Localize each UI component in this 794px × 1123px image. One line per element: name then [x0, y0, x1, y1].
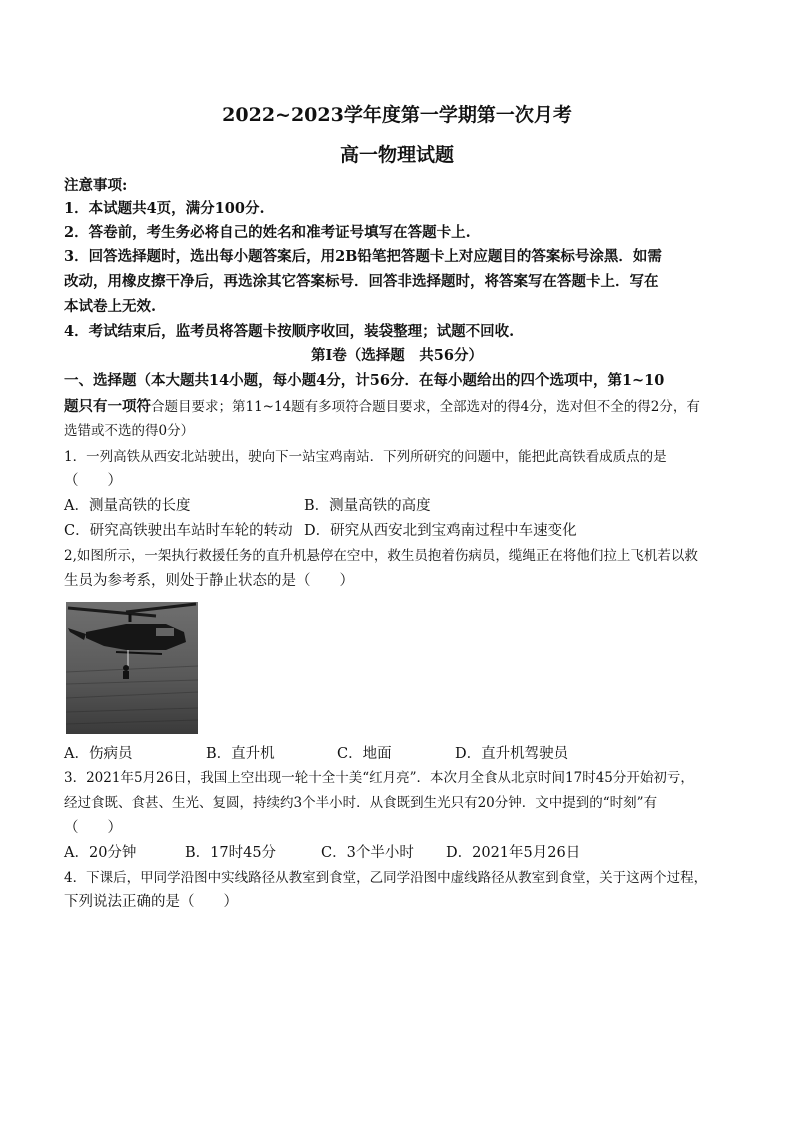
section-title: 第Ⅰ卷（选择题 共56分） — [311, 347, 483, 364]
question-2-option-b: B．直升机 — [206, 746, 275, 762]
notice-item: 4．考试结束后，监考员将答题卡按顺序收回，装袋整理；试题不回收. — [64, 323, 515, 340]
question-1-stem: （ ） — [64, 473, 122, 489]
instructions-bold: 题只有一项符 — [64, 398, 151, 415]
question-4-stem: 下列说法正确的是（ ） — [64, 894, 238, 910]
question-1-option-a: A．测量高铁的长度 — [64, 498, 191, 514]
question-3-stem: 3．2021年5月26日，我国上空出现一轮十全十美“红月亮”．本次月全食从北京时间17时45分开始初亏， — [64, 770, 694, 786]
question-2-stem: 生员为参考系，则处于静止状态的是（ ） — [64, 573, 354, 589]
section-instructions: 一、选择题（本大题共14小题，每小题4分，计56分．在每小题给出的四个选项中，第1~10 — [64, 372, 665, 389]
question-4-stem: 4．下课后，甲同学沿图中实线路径从教室到食堂，乙同学沿图中虚线路径从教室到食堂，关于这两个过程， — [64, 870, 708, 886]
question-3-option-c: C．3个半小时 — [321, 845, 414, 861]
question-2-option-a: A．伤病员 — [64, 746, 133, 762]
question-1-option-d: D．研究从西安北到宝鸡南过程中车速变化 — [304, 523, 577, 539]
section-instructions — [64, 397, 744, 417]
question-2-stem: 2,如图所示，一架执行救援任务的直升机悬停在空中，救生员抱着伤病员，缆绳正在将他们拉上飞机若以救 — [64, 548, 698, 564]
question-1-stem: 1．一列高铁从西安北站驶出，驶向下一站宝鸡南站．下列所研究的问题中，能把此高铁看成质点的是 — [64, 449, 667, 465]
notice-item: 2．答卷前，考生务必将自己的姓名和准考证号填写在答题卡上. — [64, 224, 471, 241]
question-3-option-a: A．20分钟 — [64, 845, 137, 861]
notice-item: 改动，用橡皮擦干净后，再选涂其它答案标号．回答非选择题时，将答案写在答题卡上．写在 — [64, 273, 659, 290]
question-3-option-b: B．17时45分 — [185, 845, 277, 861]
section-instructions: 选错或不选的得0分） — [64, 423, 195, 439]
question-2-option-d: D．直升机驾驶员 — [455, 746, 569, 762]
notice-item: 3．回答选择题时，选出每小题答案后，用2B铅笔把答题卡上对应题目的答案标号涂黑．如需 — [64, 248, 662, 265]
exam-subtitle: 高一物理试题 — [339, 144, 454, 166]
helicopter-rescue-image — [66, 602, 198, 734]
question-3-option-d: D．2021年5月26日 — [446, 845, 581, 861]
exam-title: 2022~2023学年度第一学期第一次月考 — [222, 104, 572, 126]
question-1-option-b: B．测量高铁的高度 — [304, 498, 431, 514]
question-2-option-c: C．地面 — [337, 746, 392, 762]
notice-item: 1．本试题共4页，满分100分. — [64, 200, 265, 217]
question-3-stem: 经过食既、食甚、生光、复圆，持续约3个半小时．从食既到生光只有20分钟．文中提到的“时刻”有 — [64, 795, 658, 811]
instructions-rest: 合题目要求；第11~14题有多项符合题目要求，全部选对的得4分，选对但不全的得2分，有 — [151, 399, 700, 415]
question-1-option-c: C．研究高铁驶出车站时车轮的转动 — [64, 523, 293, 539]
question-3-stem: （ ） — [64, 820, 122, 836]
notice-item: 本试卷上无效. — [64, 298, 157, 315]
notice-heading: 注意事项: — [64, 177, 128, 194]
